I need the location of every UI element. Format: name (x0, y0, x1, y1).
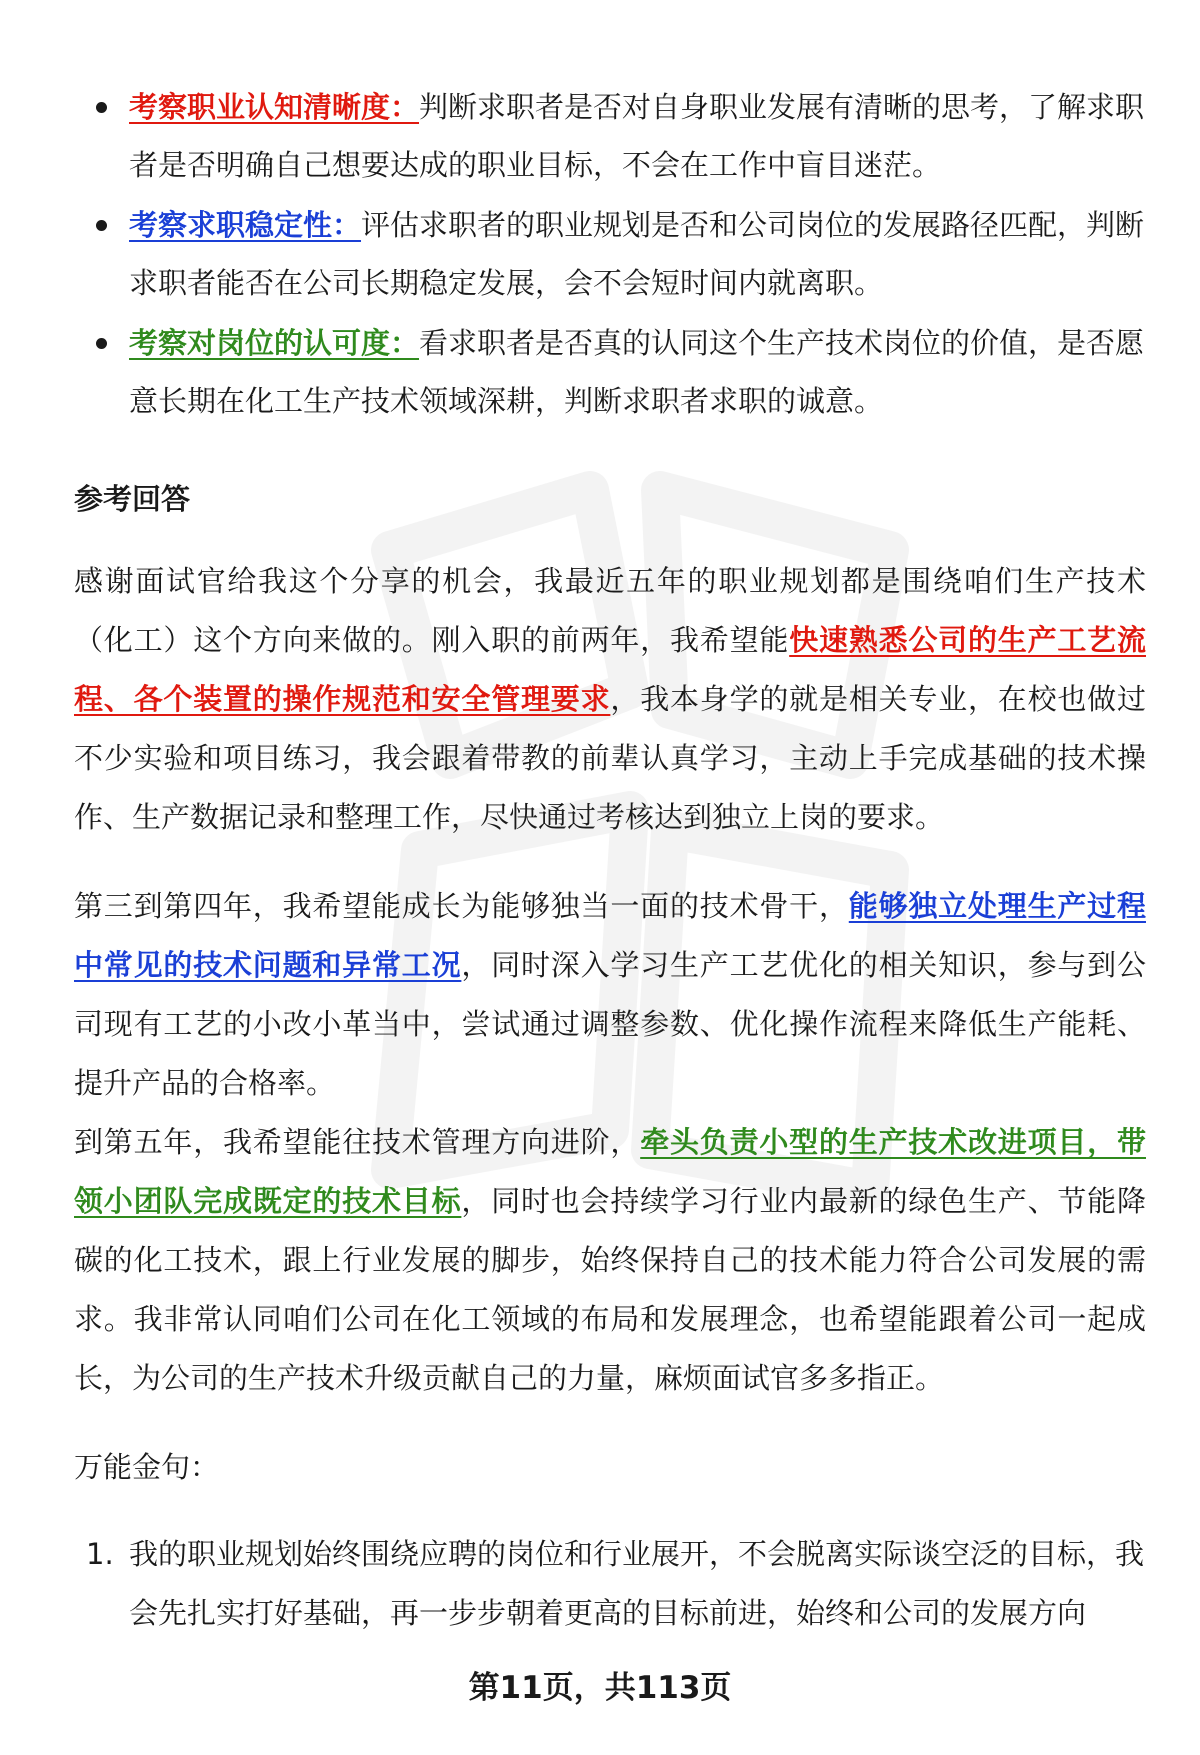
paragraph-text: ，我本身学的就是相关专业，在校也做过不少实验和项目练习，我会跟着带教的前辈认真学习，主动上手完成基础的技术操作、生产数据记录和整理工作，尽快通过考核达到独立上岗的要求。 (74, 682, 1146, 834)
paragraph-text: ，同时也会持续学习行业内最新的绿色生产、节能降碳的化工技术，跟上行业发展的脚步，始终保持自己的技术能力符合公司发展的需求。我非常认同咱们公司在化工领域的布局和发展理念，也希望能跟着公司一起成长，为公司的生产技术升级贡献自己的力量，麻烦面试官多多指正。 (74, 1184, 1146, 1395)
golden-sentences-list (74, 1525, 1146, 1643)
bullet-title: 考察职业认知清晰度： (129, 90, 420, 124)
section-heading: 参考回答 (74, 482, 191, 516)
bullet-dot-icon (96, 102, 107, 113)
paragraph-text: ，同时深入学习生产工艺优化的相关知识，参与到公司现有工艺的小改小革当中，尝试通过调整参数、优化操作流程来降低生产能耗、提升产品的合格率。 (74, 948, 1146, 1100)
bullet-dot-icon (96, 338, 107, 349)
highlight-green: 牵头负责小型的生产技术改进项目，带领小团队完成既定的技术目标 (74, 1125, 1146, 1218)
golden-sentences-label: 万能金句： (74, 1450, 220, 1484)
main-content (74, 78, 1146, 1643)
answer-paragraph-1 (74, 552, 1146, 847)
bullet-item-recognition (74, 314, 1146, 430)
paragraph-text: 感谢面试官给我这个分享的机会，我最近五年的职业规划都是围绕咱们生产技术（化工）这个方向来做的。刚入职的前两年，我希望能 (74, 564, 1146, 657)
paragraph-text: 第三到第四年，我希望能成长为能够独当一面的技术骨干， (74, 889, 849, 923)
golden-sentence-text: 我的职业规划始终围绕应聘的岗位和行业展开，不会脱离实际谈空泛的目标，我会先扎实打好基础，再一步步朝着更高的目标前进，始终和公司的发展方向 (129, 1537, 1145, 1630)
paragraph-text: 到第五年，我希望能往技术管理方向进阶， (74, 1125, 641, 1159)
bullet-text: 评估求职者的职业规划是否和公司岗位的发展路径匹配，判断求职者能否在公司长期稳定发展，会不会短时间内就离职。 (129, 208, 1145, 300)
bullet-dot-icon (96, 220, 107, 231)
answer-paragraph-2 (74, 877, 1146, 1113)
evaluation-points-list (74, 78, 1146, 430)
highlight-blue: 能够独立处理生产过程中常见的技术问题和异常工况 (74, 889, 1146, 982)
highlight-red: 快速熟悉公司的生产工艺流程、各个装置的操作规范和安全管理要求 (74, 623, 1146, 716)
page-footer: 第11页，共113页 (468, 1670, 732, 1706)
bullet-title: 考察对岗位的认可度： (129, 326, 420, 360)
answer-paragraph-3 (74, 1113, 1146, 1408)
list-number: 1. (86, 1537, 114, 1571)
bullet-item-clarity (74, 78, 1146, 194)
bullet-item-stability (74, 196, 1146, 312)
bullet-title: 考察求职稳定性： (129, 208, 362, 242)
bullet-text: 看求职者是否真的认同这个生产技术岗位的价值，是否愿意长期在化工生产技术领域深耕，判断求职者求职的诚意。 (129, 326, 1145, 418)
bullet-text: 判断求职者是否对自身职业发展有清晰的思考，了解求职者是否明确自己想要达成的职业目标，不会在工作中盲目迷茫。 (129, 90, 1145, 182)
golden-sentence-item (74, 1525, 1146, 1643)
